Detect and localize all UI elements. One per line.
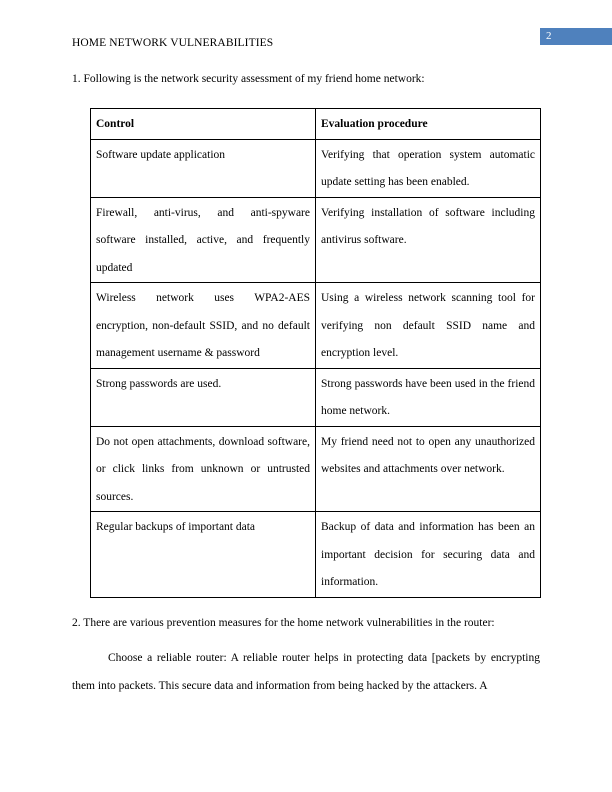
body-paragraph: Choose a reliable router: A reliable router helps in protecting data [packets by encrypting them into packets. This secure data and information from being hacked by the attackers. A [72,652,540,692]
evaluation-cell: My friend need not to open any unauthorized websites and attachments over network. [316,426,541,512]
evaluation-cell: Backup of data and information has been an important decision for securing data and information. [316,512,541,598]
table-row [91,283,541,369]
table-row [91,139,541,197]
control-cell: Software update application [91,139,316,197]
page-number: 2 [540,28,612,45]
evaluation-cell: Using a wireless network scanning tool for verifying non default SSID name and encryption level. [316,283,541,369]
control-cell: Do not open attachments, download software, or click links from unknown or untrusted sources. [91,426,316,512]
evaluation-cell: Verifying installation of software including antivirus software. [316,197,541,283]
table-row [91,426,541,512]
column-header-control: Control [91,109,316,140]
table-row [91,368,541,426]
control-cell: Firewall, anti-virus, and anti-spyware software installed, active, and frequently updated [91,197,316,283]
table-header-row [91,109,541,140]
table-row [91,512,541,598]
control-cell: Wireless network uses WPA2-AES encryption, non-default SSID, and no default management username & password [91,283,316,369]
column-header-evaluation: Evaluation procedure [316,109,541,140]
assessment-table [90,108,541,598]
section-2-intro: 2. There are various prevention measures for the home network vulnerabilities in the router: [72,617,495,629]
section-1-intro: 1. Following is the network security assessment of my friend home network: [72,73,425,85]
running-head: HOME NETWORK VULNERABILITIES [72,37,274,49]
control-cell: Regular backups of important data [91,512,316,598]
evaluation-cell: Verifying that operation system automatic update setting has been enabled. [316,139,541,197]
evaluation-cell: Strong passwords have been used in the friend home network. [316,368,541,426]
control-cell: Strong passwords are used. [91,368,316,426]
table-row [91,197,541,283]
